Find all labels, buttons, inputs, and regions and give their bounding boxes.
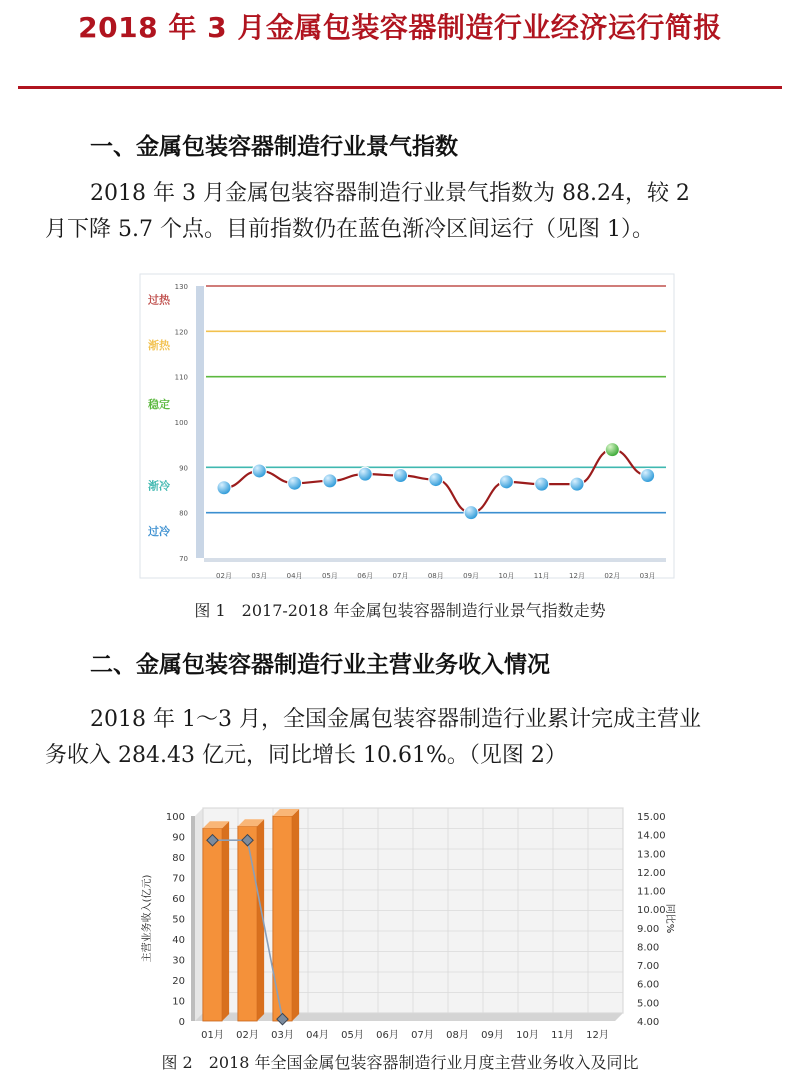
chart2-y2tick-label: 5.00 — [637, 998, 660, 1010]
chart1-data-point — [288, 476, 302, 490]
chart1-ytick-label: 100 — [174, 419, 188, 427]
chart2-ytick-label: 100 — [165, 812, 185, 823]
chart2-y2tick-label: 4.00 — [637, 1017, 660, 1028]
chart1-axis-bar — [196, 286, 204, 558]
figure2-caption: 图 2 2018 年全国金属包装容器制造行业月度主营业务收入及同比 — [161, 1053, 639, 1072]
chart2-bar — [238, 826, 257, 1021]
section1-heading: 一、金属包装容器制造行业景气指数 — [90, 134, 458, 160]
chart1-axis-floor — [204, 558, 666, 562]
chart1-data-point — [323, 474, 337, 488]
chart1-xtick-label: 06月 — [357, 572, 374, 580]
chart2-xtick-label: 12月 — [586, 1030, 609, 1041]
chart2-ytick-label: 80 — [172, 853, 185, 864]
chart1-data-point — [535, 477, 549, 491]
chart1-data-point — [358, 467, 372, 481]
chart2-y2tick-label: 14.00 — [637, 830, 666, 842]
chart2-ytick-label: 40 — [172, 935, 185, 946]
chart2-y2tick-label: 15.00 — [637, 812, 666, 823]
chart2-xtick-label: 05月 — [341, 1030, 364, 1041]
chart2-xtick-label: 02月 — [236, 1030, 259, 1041]
chart2-ytick-label: 0 — [178, 1017, 185, 1028]
chart2-y-axis-title: 主营业务收入(亿元) — [142, 874, 153, 963]
chart1-xtick-label: 07月 — [392, 572, 409, 580]
chart1-data-point — [217, 481, 231, 495]
chart2-xtick-label: 08月 — [446, 1030, 469, 1041]
chart2-y2tick-label: 6.00 — [637, 979, 660, 991]
chart1-zone-label: 稳定 — [148, 397, 170, 411]
chart2-bar-side — [222, 821, 229, 1021]
title-divider — [18, 86, 782, 89]
chart1-xtick-label: 04月 — [286, 572, 303, 580]
section2-heading: 二、金属包装容器制造行业主营业务收入情况 — [90, 652, 550, 678]
chart1-xtick-label: 03月 — [251, 572, 268, 580]
chart2-ytick-label: 50 — [172, 914, 185, 926]
chart1-ytick-label: 130 — [174, 283, 188, 291]
chart2-ytick-label: 70 — [172, 873, 185, 885]
chart1-xtick-label: 05月 — [321, 572, 338, 580]
figure1-index-chart — [0, 270, 800, 590]
figure1-caption: 图 1 2017-2018 年金属包装容器制造行业景气指数走势 — [194, 601, 606, 620]
section2-paragraph-line1: 2018 年 1～3 月，全国金属包装容器制造行业累计完成主营业 — [90, 707, 701, 732]
chart2-ytick-label: 10 — [172, 996, 185, 1008]
chart1-data-point — [252, 464, 266, 478]
section2-paragraph — [45, 702, 775, 774]
chart1-zone-label: 渐热 — [148, 338, 170, 352]
chart1-data-point — [570, 477, 584, 491]
figure2-revenue-chart — [0, 796, 800, 1046]
chart1-zone-label: 过冷 — [148, 524, 170, 538]
chart1-zone-label: 渐冷 — [148, 479, 170, 493]
chart2-y2tick-label: 8.00 — [637, 942, 660, 954]
chart2-ytick-label: 20 — [172, 976, 185, 987]
chart2-xtick-label: 04月 — [306, 1030, 329, 1041]
chart2-ytick-label: 90 — [172, 832, 185, 844]
chart2-y2tick-label: 11.00 — [637, 886, 666, 898]
chart2-xtick-label: 10月 — [516, 1030, 539, 1041]
chart1-ytick-label: 120 — [174, 328, 188, 337]
section1-paragraph-line1: 2018 年 3 月金属包装容器制造行业景气指数为 88.24，较 2 — [90, 181, 690, 206]
chart1-data-point — [394, 468, 408, 482]
chart2-xtick-label: 03月 — [271, 1030, 294, 1041]
chart1-zone-label: 过热 — [148, 293, 170, 307]
chart2-xtick-label: 11月 — [551, 1030, 574, 1041]
chart2-xtick-label: 06月 — [376, 1030, 399, 1041]
chart2-y2tick-label: 13.00 — [637, 849, 666, 861]
chart1-xtick-label: 11月 — [533, 572, 550, 580]
chart1-ytick-label: 70 — [179, 555, 188, 563]
chart2-y2tick-label: 9.00 — [637, 923, 660, 935]
chart2-ytick-label: 30 — [172, 955, 185, 967]
chart2-xtick-label: 09月 — [481, 1030, 504, 1041]
chart1-data-point — [464, 506, 478, 520]
section1-paragraph — [45, 176, 775, 248]
chart1-xtick-label: 08月 — [427, 572, 444, 580]
chart1-xtick-label: 02月 — [604, 572, 621, 580]
section1-paragraph-line2: 月下降 5.7 个点。目前指数仍在蓝色渐冷区间运行（见图 1）。 — [45, 217, 654, 242]
chart1-ytick-label: 80 — [179, 509, 188, 518]
chart2-bar-side — [292, 809, 299, 1021]
chart2-ytick-label: 60 — [172, 894, 185, 905]
chart1-xtick-label: 03月 — [639, 572, 656, 580]
chart2-bar — [273, 816, 292, 1021]
chart2-y2-axis-title: 同比% — [664, 903, 675, 934]
chart2-y2tick-label: 12.00 — [637, 867, 666, 879]
chart1-xtick-label: 10月 — [498, 572, 515, 580]
chart2-left-wall — [191, 816, 195, 1021]
section2-paragraph-line2: 务收入 284.43 亿元，同比增长 10.61%。（见图 2） — [45, 743, 567, 768]
chart1-xtick-label: 12月 — [569, 572, 585, 580]
chart1-ytick-label: 110 — [174, 373, 188, 382]
document-title: 2018 年 3 月金属包装容器制造行业经济运行简报 — [78, 11, 722, 44]
chart1-xtick-label: 09月 — [463, 572, 480, 580]
chart1-frame — [140, 274, 674, 578]
chart2-bar — [203, 828, 222, 1021]
chart2-xtick-label: 07月 — [411, 1030, 434, 1041]
chart1-data-point — [641, 468, 655, 482]
chart1-data-point — [605, 443, 619, 457]
chart2-y2tick-label: 7.00 — [637, 961, 660, 973]
chart1-xtick-label: 02月 — [216, 572, 232, 580]
chart1-data-point — [429, 473, 443, 487]
chart2-xtick-label: 01月 — [201, 1030, 224, 1041]
chart1-data-point — [499, 475, 513, 489]
chart2-y2tick-label: 10.00 — [637, 905, 666, 917]
chart1-ytick-label: 90 — [179, 464, 188, 473]
